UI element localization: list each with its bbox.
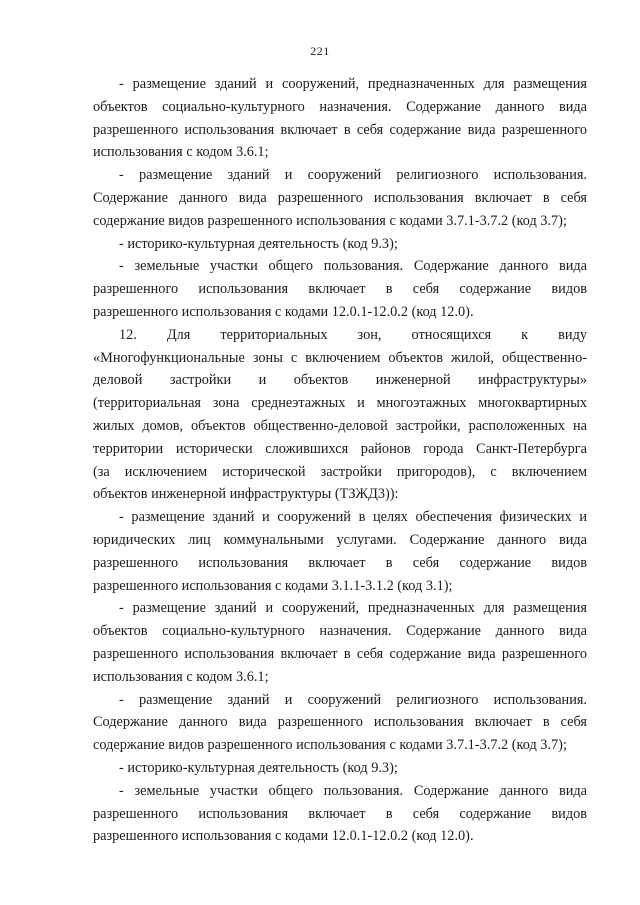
text-line: 12. Для территориальных зон, относящихся к виду <box>119 326 587 343</box>
page-number: 221 <box>310 44 330 58</box>
paragraph <box>93 689 587 757</box>
text-line: объектов инженерной инфраструктуры (ТЗЖД3)): <box>93 486 399 503</box>
text-line: объектов социально-культурного назначения. Содержание данного вида <box>93 98 587 115</box>
paragraph <box>93 164 587 232</box>
text-line: деловой застройки и объектов инженерной инфраструктуры» <box>93 372 587 389</box>
text-line: разрешенного использования включает в себя содержание вида разрешенного <box>93 645 587 662</box>
text-line: разрешенного использования с кодами 12.0.1-12.0.2 (код 12.0). <box>93 828 474 845</box>
text-line: разрешенного использования включает в себя содержание вида разрешенного <box>93 121 587 138</box>
text-line: - земельные участки общего пользования. Содержание данного вида <box>119 782 587 799</box>
text-line: Содержание данного вида разрешенного использования включает в себя <box>93 189 587 206</box>
text-line: объектов социально-культурного назначения. Содержание данного вида <box>93 623 587 640</box>
text-line: территории исторически сложившихся районов города Санкт-Петербурга <box>93 440 587 457</box>
paragraph <box>93 233 587 256</box>
text-line: разрешенного использования с кодами 12.0.1-12.0.2 (код 12.0). <box>93 303 474 320</box>
text-line: использования с кодом 3.6.1; <box>93 668 269 685</box>
paragraph <box>93 780 587 848</box>
text-line: содержание видов разрешенного использования с кодами 3.7.1-3.7.2 (код 3.7); <box>93 212 567 229</box>
body-text <box>93 73 587 848</box>
text-line: «Многофункциональные зоны с включением объектов жилой, общественно- <box>93 349 587 366</box>
paragraph <box>93 255 587 323</box>
text-line: - размещение зданий и сооружений в целях обеспечения физических и <box>119 509 587 526</box>
text-line: разрешенного использования включает в себя содержание видов <box>93 554 587 571</box>
paragraph <box>93 324 587 506</box>
text-line: разрешенного использования включает в себя содержание видов <box>93 281 587 298</box>
paragraph <box>93 597 587 688</box>
paragraph <box>93 73 587 164</box>
text-line: разрешенного использования включает в себя содержание видов <box>93 805 587 822</box>
paragraph <box>93 757 587 780</box>
text-line: жилых домов, объектов общественно-деловой застройки, расположенных на <box>93 417 587 434</box>
text-line: - размещение зданий и сооружений религиозного использования. <box>119 167 587 184</box>
text-line: - историко-культурная деятельность (код 9.3); <box>119 235 398 252</box>
text-line: - историко-культурная деятельность (код 9.3); <box>119 759 398 776</box>
text-line: - размещение зданий и сооружений, предназначенных для размещения <box>119 600 587 617</box>
text-line: использования с кодом 3.6.1; <box>93 144 269 161</box>
text-line: содержание видов разрешенного использования с кодами 3.7.1-3.7.2 (код 3.7); <box>93 737 567 754</box>
text-line: разрешенного использования с кодами 3.1.1-3.1.2 (код 3.1); <box>93 577 453 594</box>
text-line: (за исключением исторической застройки пригородов), с включением <box>93 463 587 480</box>
text-line: - размещение зданий и сооружений религиозного использования. <box>119 691 587 708</box>
text-line: (территориальная зона среднеэтажных и многоэтажных многоквартирных <box>93 395 587 412</box>
text-line: - размещение зданий и сооружений, предназначенных для размещения <box>119 76 587 92</box>
paragraph <box>93 506 587 597</box>
text-line: Содержание данного вида разрешенного использования включает в себя <box>93 714 587 731</box>
text-line: - земельные участки общего пользования. Содержание данного вида <box>119 258 587 275</box>
text-line: юридических лиц коммунальными услугами. Содержание данного вида <box>93 531 587 548</box>
